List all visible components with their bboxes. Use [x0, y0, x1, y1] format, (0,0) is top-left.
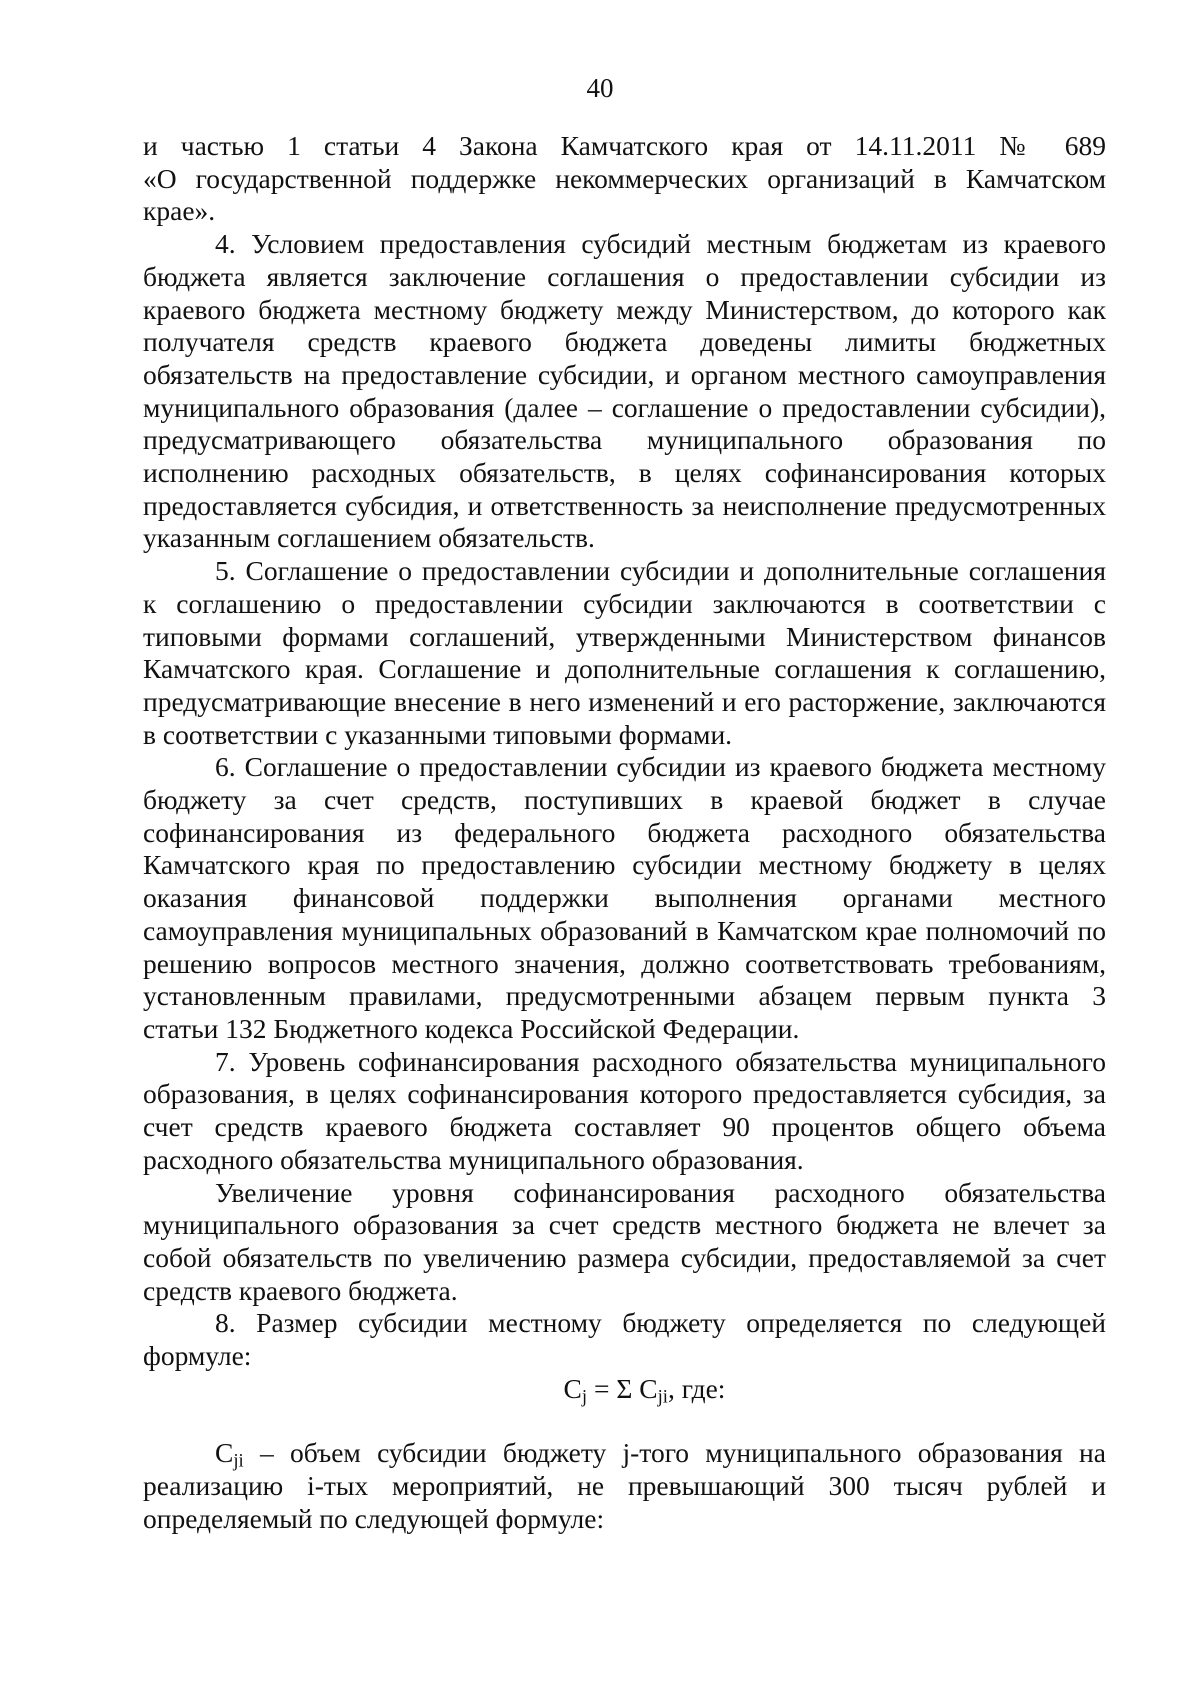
formula-lhs: C — [563, 1372, 582, 1404]
paragraph — [143, 1046, 1106, 1177]
paragraph-line: собой обязательств по увеличению размера субсидии, предоставляемой за счет — [143, 1241, 1106, 1273]
paragraph-line: бюджету за счет средств, поступивших в краевой бюджет в случае — [143, 784, 1106, 816]
paragraph-line: 6. Соглашение о предоставлении субсидии из краевого бюджета местному — [215, 751, 1106, 783]
paragraph-line: предусматривающие внесение в него изменений и его расторжение, заключаются — [143, 685, 1106, 717]
paragraph — [143, 751, 1106, 1045]
definition-text-line: определяемый по следующей формуле: — [143, 1502, 605, 1534]
definition-text-line: – объем субсидии бюджету j-того муниципального образования на — [243, 1437, 1106, 1469]
paragraph-line: предусматривающего обязательства муниципального образования по — [143, 424, 1106, 456]
paragraph-line: краевого бюджета местному бюджету между Министерством, до которого как — [143, 293, 1106, 325]
paragraph-line: исполнению расходных обязательств, в целях софинансирования которых — [143, 457, 1106, 489]
definition-symbol: C — [215, 1437, 234, 1469]
paragraph-line: в соответствии с указанными типовыми формами. — [143, 718, 733, 750]
paragraph-line: муниципального образования за счет средств местного бюджета не влечет за — [143, 1209, 1106, 1241]
paragraph — [143, 228, 1106, 555]
paragraph — [143, 130, 1106, 228]
formula-cj — [143, 1373, 1106, 1406]
paragraph-line: образования, в целях софинансирования которого предоставляется субсидия, за — [143, 1078, 1106, 1110]
paragraph-line: статьи 132 Бюджетного кодекса Российской Федерации. — [143, 1012, 800, 1044]
page-number: 40 — [586, 73, 614, 103]
paragraph-line: указанным соглашением обязательств. — [143, 522, 595, 554]
formula-sum: = Σ C — [587, 1372, 658, 1404]
formula-lhs-subscript: j — [581, 1386, 588, 1408]
paragraph-line: «О государственной поддержке некоммерческих организаций в Камчатском — [143, 162, 1106, 194]
paragraphs-container — [143, 130, 1106, 1373]
paragraph-line: 7. Уровень софинансирования расходного обязательства муниципального — [215, 1045, 1106, 1077]
paragraph-line: решению вопросов местного значения, должно соответствовать требованиям, — [143, 947, 1106, 979]
formula-rhs-subscript: ji — [657, 1386, 668, 1408]
paragraph-line: расходного обязательства муниципального образования. — [143, 1143, 804, 1175]
paragraph-line: Камчатского края. Соглашение и дополнительные соглашения к соглашению, — [143, 653, 1106, 685]
paragraph — [143, 555, 1106, 751]
paragraph-line: и частью 1 статьи 4 Закона Камчатского края от 14.11.2011 № 689 — [143, 130, 1106, 161]
paragraph-line: софинансирования из федерального бюджета расходного обязательства — [143, 816, 1106, 848]
paragraph-line: счет средств краевого бюджета составляет 90 процентов общего объема — [143, 1111, 1106, 1143]
definition-text-line: реализацию i-тых мероприятий, не превышающий 300 тысяч рублей и — [143, 1470, 1106, 1502]
paragraph-line: 4. Условием предоставления субсидий местным бюджетам из краевого — [215, 228, 1106, 260]
paragraph-line: предоставляется субсидия, и ответственность за неисполнение предусмотренных — [143, 489, 1106, 521]
document-body — [143, 130, 1106, 1536]
paragraph-line: получателя средств краевого бюджета доведены лимиты бюджетных — [143, 326, 1106, 358]
paragraph-line: формуле: — [143, 1340, 252, 1372]
paragraph-line: 8. Размер субсидии местному бюджету определяется по следующей — [215, 1307, 1106, 1339]
paragraph-line: Камчатского края по предоставлению субсидии местному бюджету в целях — [143, 849, 1106, 881]
paragraph-line: обязательств на предоставление субсидии, и органом местного самоуправления — [143, 358, 1106, 390]
definition-first-line — [143, 1437, 1106, 1473]
paragraph-line: крае». — [143, 195, 216, 227]
paragraph-line: муниципального образования (далее – соглашение о предоставлении субсидии), — [143, 391, 1106, 423]
paragraph-line: Увеличение уровня софинансирования расходного обязательства — [215, 1176, 1106, 1208]
paragraph — [143, 1307, 1106, 1372]
definition-symbol-subscript: ji — [233, 1451, 244, 1473]
paragraph — [143, 1177, 1106, 1308]
paragraph-line: к соглашению о предоставлении субсидии заключаются в соответствии с — [143, 587, 1106, 619]
paragraph-line: типовыми формами соглашений, утвержденными Министерством финансов — [143, 620, 1106, 652]
paragraph-line: 5. Соглашение о предоставлении субсидии и дополнительные соглашения — [215, 555, 1106, 587]
paragraph-line: самоуправления муниципальных образований в Камчатском крае полномочий по — [143, 914, 1106, 946]
paragraph-line: оказания финансовой поддержки выполнения органами местного — [143, 882, 1106, 914]
formula-tail: , где: — [667, 1372, 726, 1404]
paragraph-line: средств краевого бюджета. — [143, 1274, 458, 1306]
definition-cji — [143, 1437, 1106, 1535]
paragraph-line: бюджета является заключение соглашения о предоставлении субсидии из — [143, 260, 1106, 292]
paragraph-line: установленным правилами, предусмотренными абзацем первым пункта 3 — [143, 980, 1106, 1012]
